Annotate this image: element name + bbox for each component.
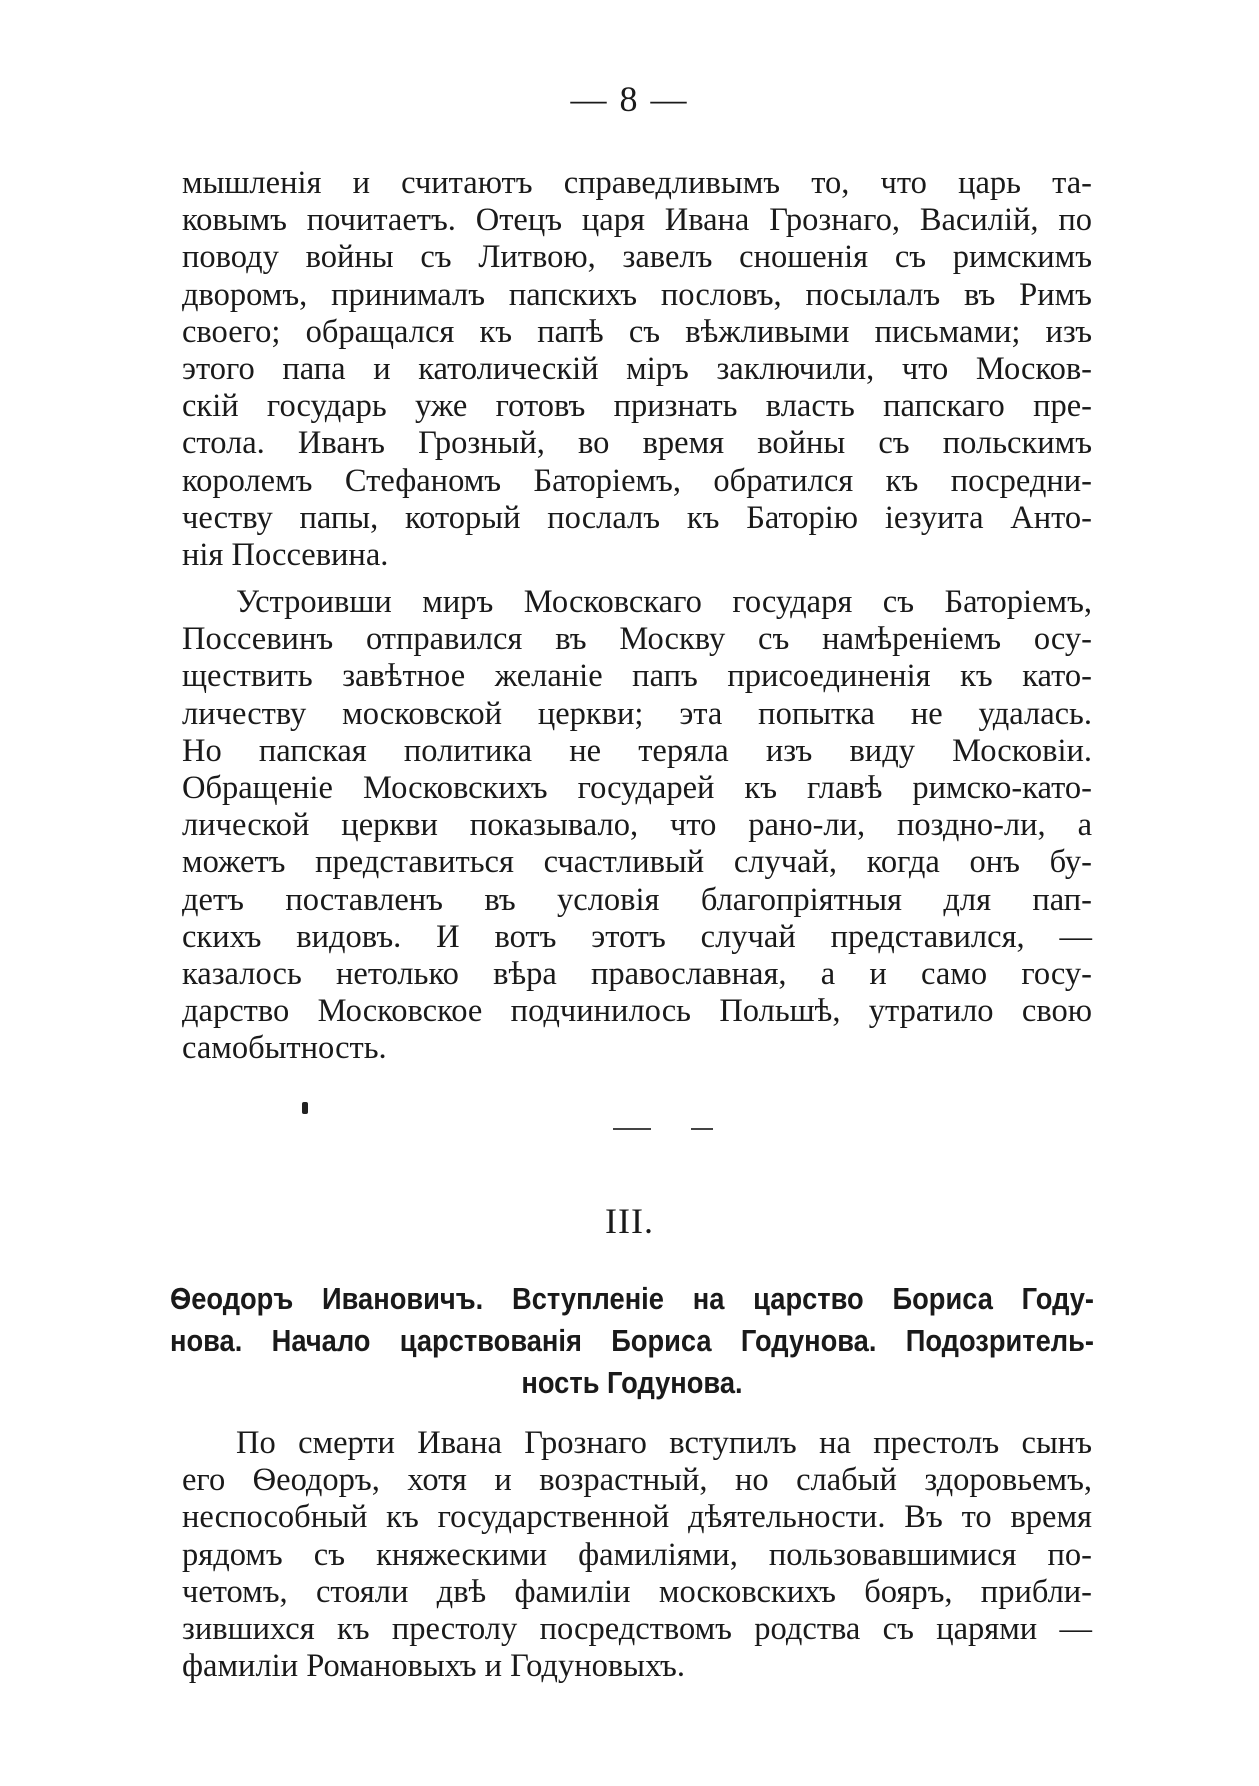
heading-line: Ѳеодоръ Ивановичъ. Вступленіе на царство Бориса Году- [170,1281,1094,1316]
text-line: королемъ Стефаномъ Баторіемъ, обратился къ посредни- [182,462,1092,499]
text-line: стола. Иванъ Грозный, во время войны съ польскимъ [182,425,1092,462]
text-line: казалось нетолько вѣра православная, а и само госу- [182,955,1092,992]
stray-ink-mark [302,1102,308,1114]
text-line: можетъ представиться счастливый случай, когда онъ бу- [182,844,1092,881]
section-number: III. [605,1201,654,1241]
text-line: Но папская политика не теряла изъ виду Московіи. [182,732,1092,769]
page-number: — 8 — [570,79,689,119]
text-line: зившихся къ престолу посредствомъ родства съ царями — [182,1610,1092,1647]
section-divider [613,1128,713,1131]
text-line: неспособный къ государственной дѣятельности. Въ то время [182,1499,1092,1536]
paragraph-possevino [182,584,1092,1067]
text-line: скихъ видовъ. И вотъ этотъ случай представился, — [182,918,1092,955]
heading-line: ность Годунова. [521,1365,743,1400]
text-line: самобытность. [182,1030,387,1067]
text-line: честву папы, который послалъ къ Баторію іезуита Анто- [182,499,1092,536]
text-line: рядомъ съ княжескими фамиліями, пользовавшимися по- [182,1536,1092,1573]
text-line: ществить завѣтное желаніе папъ присоединенія къ като- [182,658,1092,695]
divider-segment [613,1128,651,1130]
text-line: Поссевинъ отправился въ Москву съ намѣреніемъ осу- [182,621,1092,658]
text-line: его Ѳеодоръ, хотя и возрастный, но слабый здоровьемъ, [182,1462,1092,1499]
text-line: поводу войны съ Литвою, завелъ сношенія съ римскимъ [182,239,1092,276]
divider-segment [691,1128,713,1130]
chapter-heading [170,1278,1094,1404]
text-line: четомъ, стояли двѣ фамиліи московскихъ бояръ, прибли- [182,1573,1092,1610]
text-line: личеству московской церкви; эта попытка не удалась. [182,695,1092,732]
text-line: нія Поссевина. [182,536,389,573]
text-line: дворомъ, принималъ папскихъ пословъ, посылалъ въ Римъ [182,276,1092,313]
text-line: фамиліи Романовыхъ и Годуновыхъ. [182,1648,685,1685]
heading-line: нова. Начало царствованія Бориса Годунова. Подозритель- [170,1323,1094,1358]
text-line: дарство Московское подчинилось Польшѣ, утратило свою [182,993,1092,1030]
text-line: своего; обращался къ папѣ съ вѣжливыми письмами; изъ [182,313,1092,350]
text-line: детъ поставленъ въ условія благопріятныя для пап- [182,881,1092,918]
text-line: мышленія и считаютъ справедливымъ то, что царь та- [182,165,1092,201]
text-line: Устроивши миръ Московскаго государя съ Баторіемъ, [236,584,1092,620]
text-line: По смерти Ивана Грознаго вступилъ на престолъ сынъ [236,1425,1092,1461]
text-line: скій государь уже готовъ признать власть папскаго пре- [182,388,1092,425]
text-line: ковымъ почитаетъ. Отецъ царя Ивана Грознаго, Василій, по [182,202,1092,239]
text-line: лической церкви показывало, что рано-ли, поздно-ли, а [182,807,1092,844]
text-line: этого папа и католическій міръ заключили, что Москов- [182,350,1092,387]
paragraph-feodor [182,1425,1092,1685]
text-line: Обращеніе Московскихъ государей къ главѣ римско-като- [182,769,1092,806]
paragraph-continued [182,165,1092,574]
